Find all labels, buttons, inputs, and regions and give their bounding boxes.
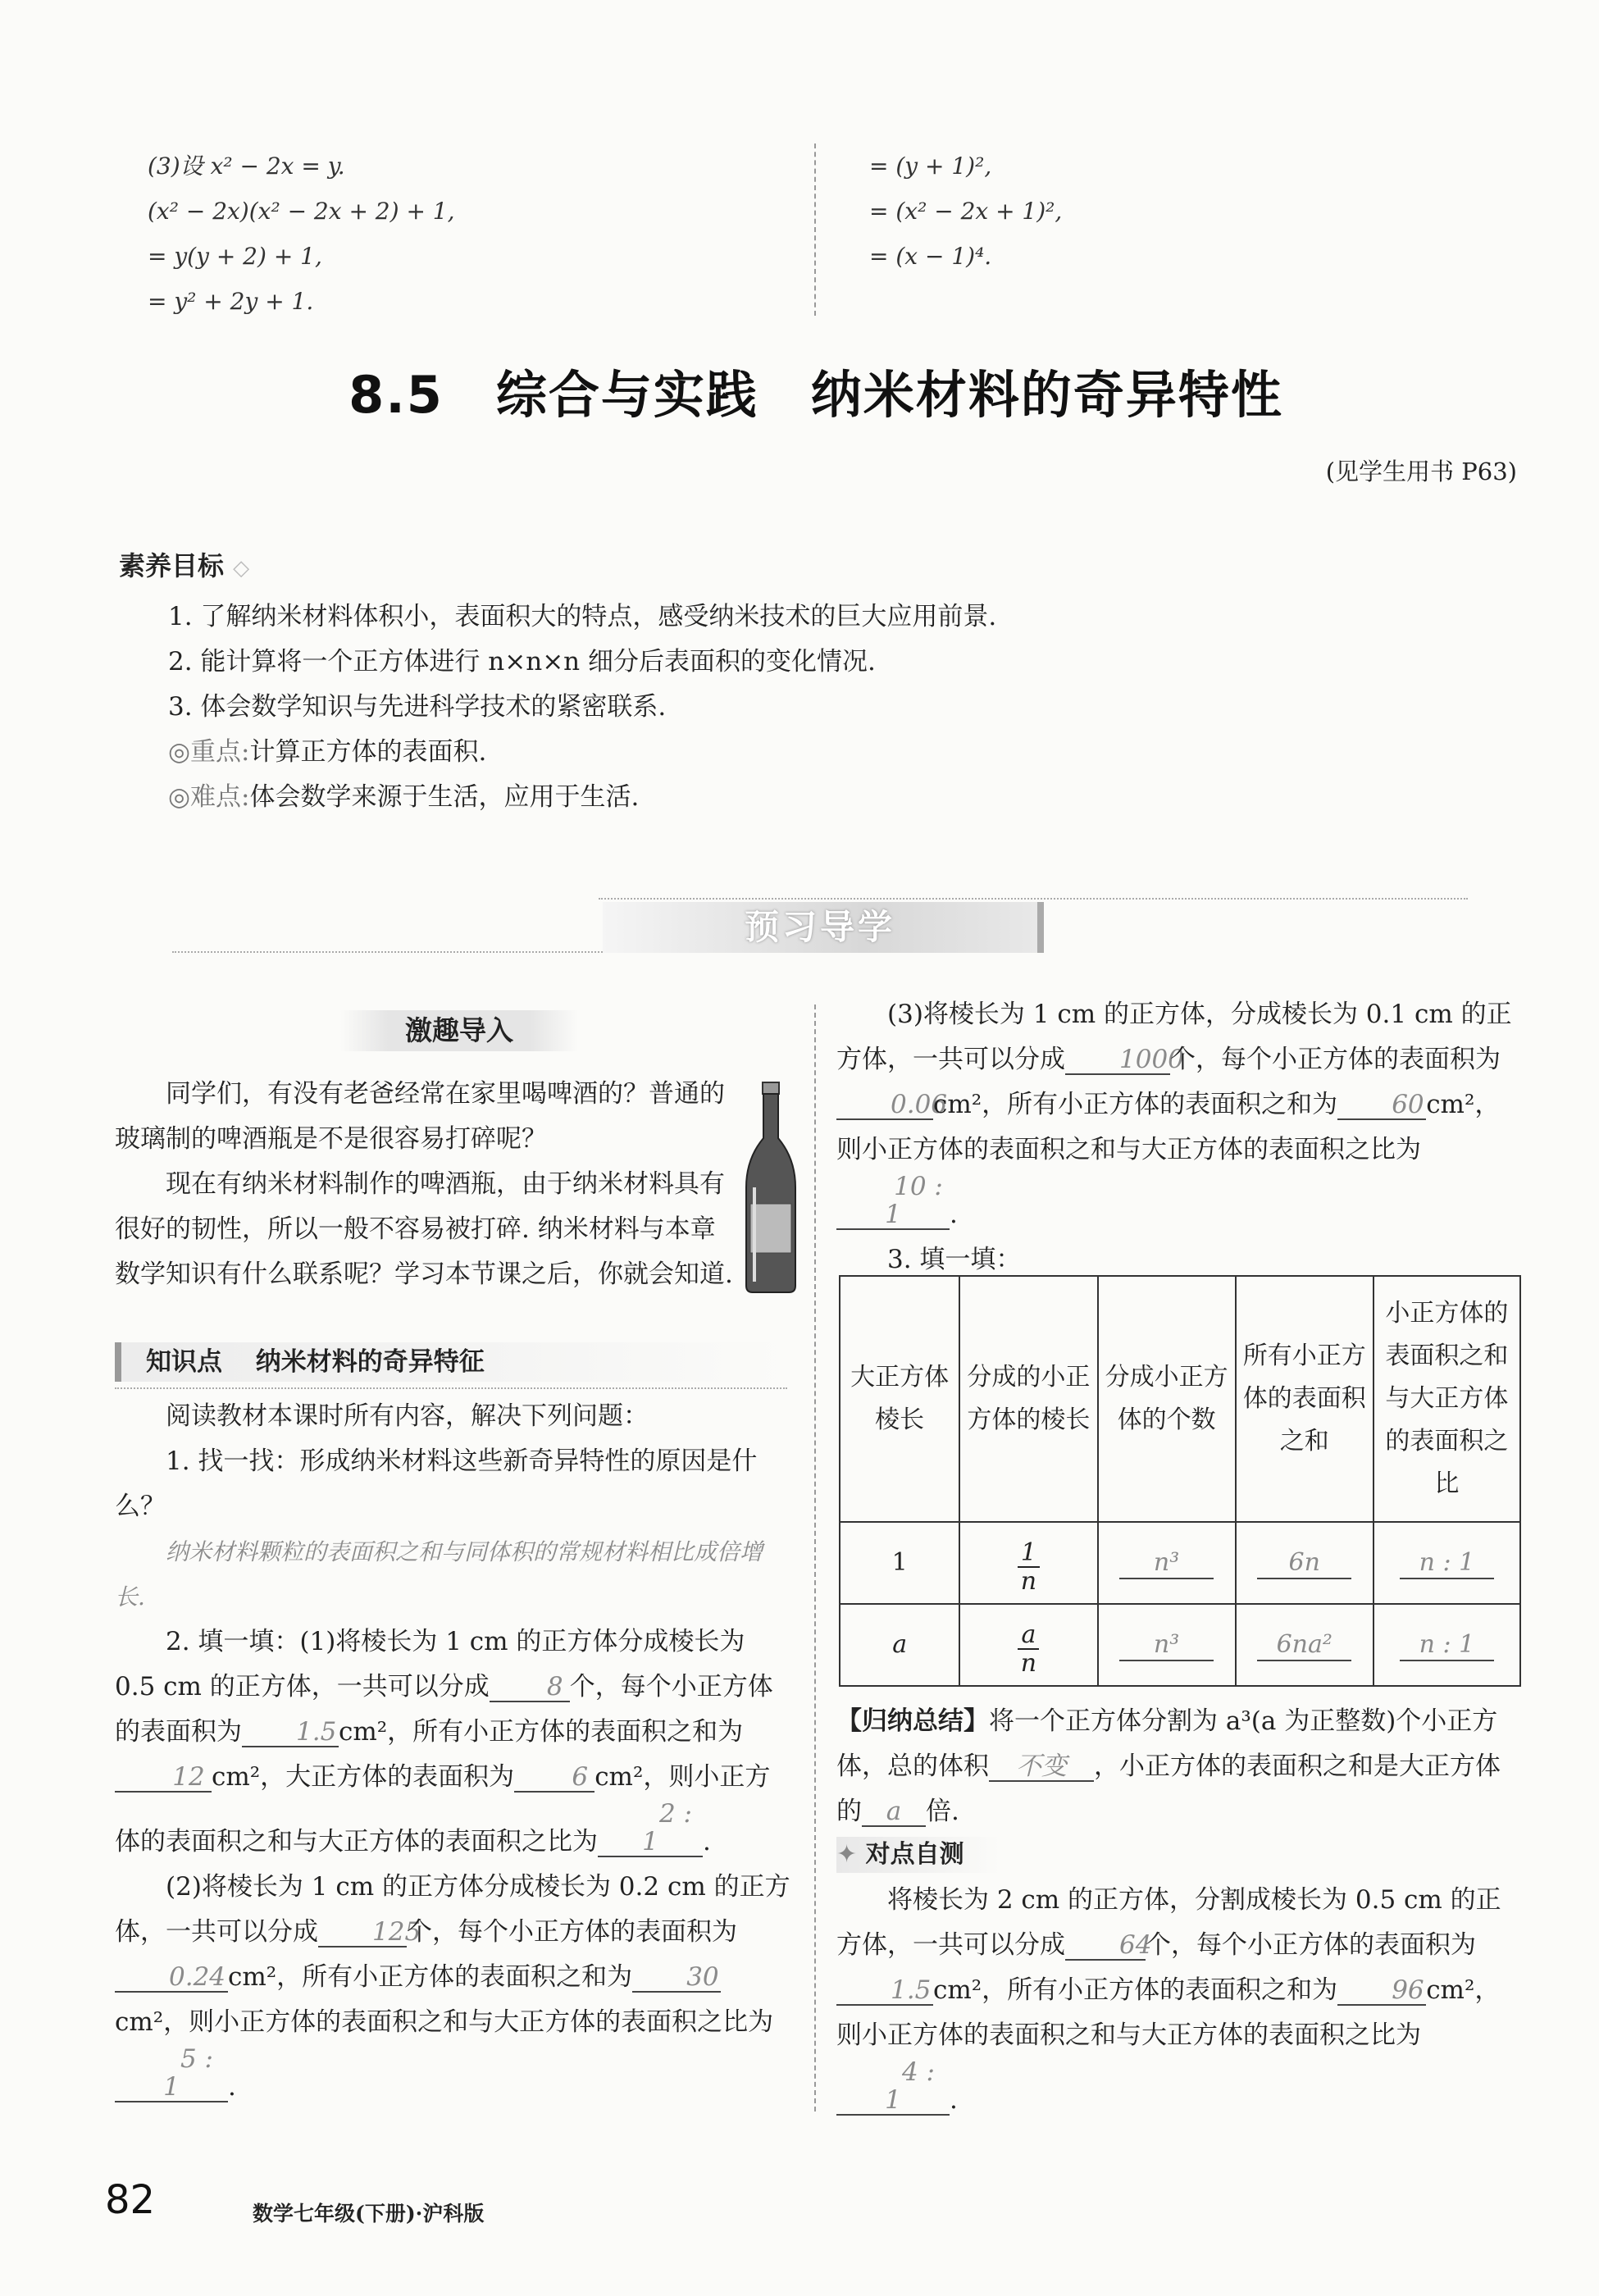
knowledge-underline: [115, 1387, 787, 1389]
key-point: [168, 730, 1480, 775]
goal-item: 1. 了解纳米材料体积小，表面积大的特点，感受纳米技术的巨大应用前景.: [168, 602, 997, 631]
table-cell: n³: [1098, 1604, 1236, 1686]
answer-blank: 6: [514, 1763, 594, 1793]
table-cell: [959, 1522, 1097, 1604]
math-line: = (x − 1)⁴.: [869, 243, 992, 270]
difficult-point: [168, 775, 1480, 820]
answer-blank: 1000: [1065, 1046, 1170, 1075]
table-row: [840, 1604, 1520, 1686]
summary-label: 【归纳总结】: [836, 1706, 989, 1736]
fill-table: [839, 1275, 1521, 1687]
answer-blank: 8: [490, 1673, 570, 1702]
goals-list: [168, 594, 1480, 820]
math-line: = y² + 2y + 1.: [148, 288, 314, 315]
answer-blank: 1.5: [242, 1718, 339, 1747]
key-text: 计算正方体的表面积.: [249, 737, 487, 767]
table-header: 分成小正方体的个数: [1098, 1276, 1236, 1522]
diff-label: ◎难点:: [168, 782, 250, 812]
intro-text: [115, 1072, 734, 1297]
knowledge-title: 纳米材料的奇异特征: [255, 1347, 485, 1377]
math-line: = (x² − 2x + 1)²,: [869, 198, 1063, 225]
table-cell: 6n: [1236, 1522, 1374, 1604]
intro-paragraph: 现在有纳米材料制作的啤酒瓶，由于纳米材料具有很好的韧性，所以一般不容易被打碎. 纳米材料与本章数学知识有什么联系呢？学习本节课之后，你就会知道.: [115, 1169, 733, 1289]
answer-blank: 不变: [989, 1752, 1094, 1782]
knowledge-heading: [115, 1342, 787, 1382]
answer-blank: 1.5: [836, 1976, 933, 2006]
answer-1: 纳米材料颗粒的表面积之和与同体积的常规材料相比成倍增长.: [115, 1538, 763, 1610]
table-header: 大正方体棱长: [840, 1276, 959, 1522]
key-label: ◎重点:: [168, 737, 250, 767]
answer-blank: 4 : 1: [836, 2058, 950, 2116]
banner-label: 预习导学: [744, 907, 895, 947]
selftest-body: 将棱长为 2 cm 的正方体，分割成棱长为 0.5 cm 的正方体，一共可以分成 64个，每个小正方体的表面积为1.5cm²，所有小正方体的表面积之和为 96cm²，则小正方体的表面积之和与大正方体的表面积之比为4 : 1 .: [836, 1885, 1501, 2116]
goal-item: 2. 能计算将一个正方体进行 n×n×n 细分后表面积的变化情况.: [168, 647, 876, 676]
fraction: $\frac{a}{n}$: [1018, 1621, 1039, 1677]
intro-heading-text: 激趣导入: [405, 1014, 513, 1046]
answer-blank: 60: [1337, 1091, 1426, 1120]
diff-text: 体会数学来源于生活，应用于生活.: [249, 782, 640, 812]
right-body: [836, 992, 1517, 1282]
intro-paragraph: 同学们，有没有老爸经常在家里喝啤酒的？普通的玻璃制的啤酒瓶是不是很容易打碎呢？: [115, 1079, 725, 1154]
answer-blank: 64: [1065, 1931, 1146, 1961]
selftest-heading-text: 对点自测: [865, 1840, 964, 1869]
math-line: = y(y + 2) + 1,: [148, 243, 322, 270]
table-cell: n : 1: [1374, 1604, 1520, 1686]
knowledge-label: 知识点: [146, 1347, 222, 1377]
table-header: 所有小正方体的表面积之和: [1236, 1276, 1374, 1522]
column-divider-main: [814, 1004, 816, 2112]
left-body: [115, 1394, 791, 2110]
table-cell: 1: [840, 1522, 959, 1604]
answer-blank: a: [862, 1797, 926, 1827]
question-2-3: (3)将棱长为 1 cm 的正方体，分成棱长为 0.1 cm 的正方体，一共可以分成 1000个，每个小正方体的表面积为0.06cm²，所有小正方体的表面积之和为 60cm²，则小正方体的表面积之和与大正方体的表面积之比为10 : 1 .: [836, 1000, 1512, 1230]
column-divider-top: [814, 144, 816, 316]
question-1: 1. 找一找：形成纳米材料这些新奇异特性的原因是什么？: [115, 1446, 758, 1521]
book-title: 数学七年级(下册)·沪科版: [253, 2202, 485, 2225]
table-cell: [959, 1604, 1097, 1686]
section-title: 8.5 综合与实践 纳米材料的奇异特性: [348, 365, 1283, 425]
diamond-icon: ◇: [233, 556, 250, 581]
table-cell: 6na²: [1236, 1604, 1374, 1686]
selftest-heading: [836, 1837, 1000, 1873]
answer-blank: 0.24: [115, 1963, 228, 1993]
table-header: 分成的小正方体的棱长: [959, 1276, 1097, 1522]
answer-blank: 10 : 1: [836, 1173, 950, 1230]
fraction: $\frac{1}{n}$: [1018, 1539, 1040, 1595]
banner-line-top: [599, 898, 1468, 900]
page-number: 82: [105, 2177, 156, 2223]
math-line: (3)设 x² − 2x = y.: [148, 153, 345, 180]
goals-heading-text: 素养目标: [119, 550, 225, 581]
answer-blank: 30: [632, 1963, 721, 1993]
answer-blank: 125: [318, 1918, 407, 1947]
math-line: (x² − 2x)(x² − 2x + 2) + 1,: [148, 198, 455, 225]
question-3-title: 3. 填一填：: [887, 1245, 1022, 1275]
table-header-row: [840, 1276, 1520, 1522]
star-icon: ✦: [836, 1840, 858, 1869]
top-math-right: [869, 144, 1443, 279]
table-cell: a: [840, 1604, 959, 1686]
banner-section: [603, 902, 1044, 953]
table-row: [840, 1522, 1520, 1604]
beer-bottle-icon: [738, 1081, 804, 1294]
intro-heading: [340, 1010, 578, 1051]
section-ref: (见学生用书 P63): [1325, 458, 1517, 485]
summary: 【归纳总结】将一个正方体分割为 a³(a 为正整数)个小正方体，总的体积 不变 ，小正方体的表面积之和是大正方体的 a 倍.: [836, 1706, 1501, 1826]
goal-item: 3. 体会数学知识与先进科学技术的紧密联系.: [168, 692, 667, 722]
instruction: 阅读教材本课时所有内容，解决下列问题：: [166, 1401, 649, 1431]
table-cell: n : 1: [1374, 1522, 1520, 1604]
answer-blank: 5 : 1: [115, 2045, 228, 2102]
answer-blank: 12: [115, 1763, 212, 1793]
table-header: 小正方体的表面积之和与大正方体的表面积之比: [1374, 1276, 1520, 1522]
answer-blank: 0.06: [836, 1091, 933, 1120]
top-math-left: [148, 144, 787, 324]
question-2-2: (2)将棱长为 1 cm 的正方体分成棱长为 0.2 cm 的正方体，一共可以分成 125个，每个小正方体的表面积为0.24cm²，所有小正方体的表面积之和为 30cm²，则小正方体的表面积之和与大正方体的表面积之比为5 : 1 .: [115, 1872, 790, 2102]
math-line: = (y + 1)²,: [869, 153, 992, 180]
answer-blank: 2 : 1: [598, 1800, 703, 1857]
goals-heading: [119, 545, 249, 583]
table-cell: n³: [1098, 1522, 1236, 1604]
answer-blank: 96: [1337, 1976, 1426, 2006]
question-2-1: 2. 填一填：(1)将棱长为 1 cm 的正方体分成棱长为 0.5 cm 的正方体，一共可以分成 8 个，每个小正方体的表面积为 1.5cm²，所有小正方体的表面积之和为12 cm²，大正方体的表面积为 6 cm²，则小正方体的表面积之和与大正方体的表面积之比为2 : 1 .: [115, 1627, 773, 1857]
